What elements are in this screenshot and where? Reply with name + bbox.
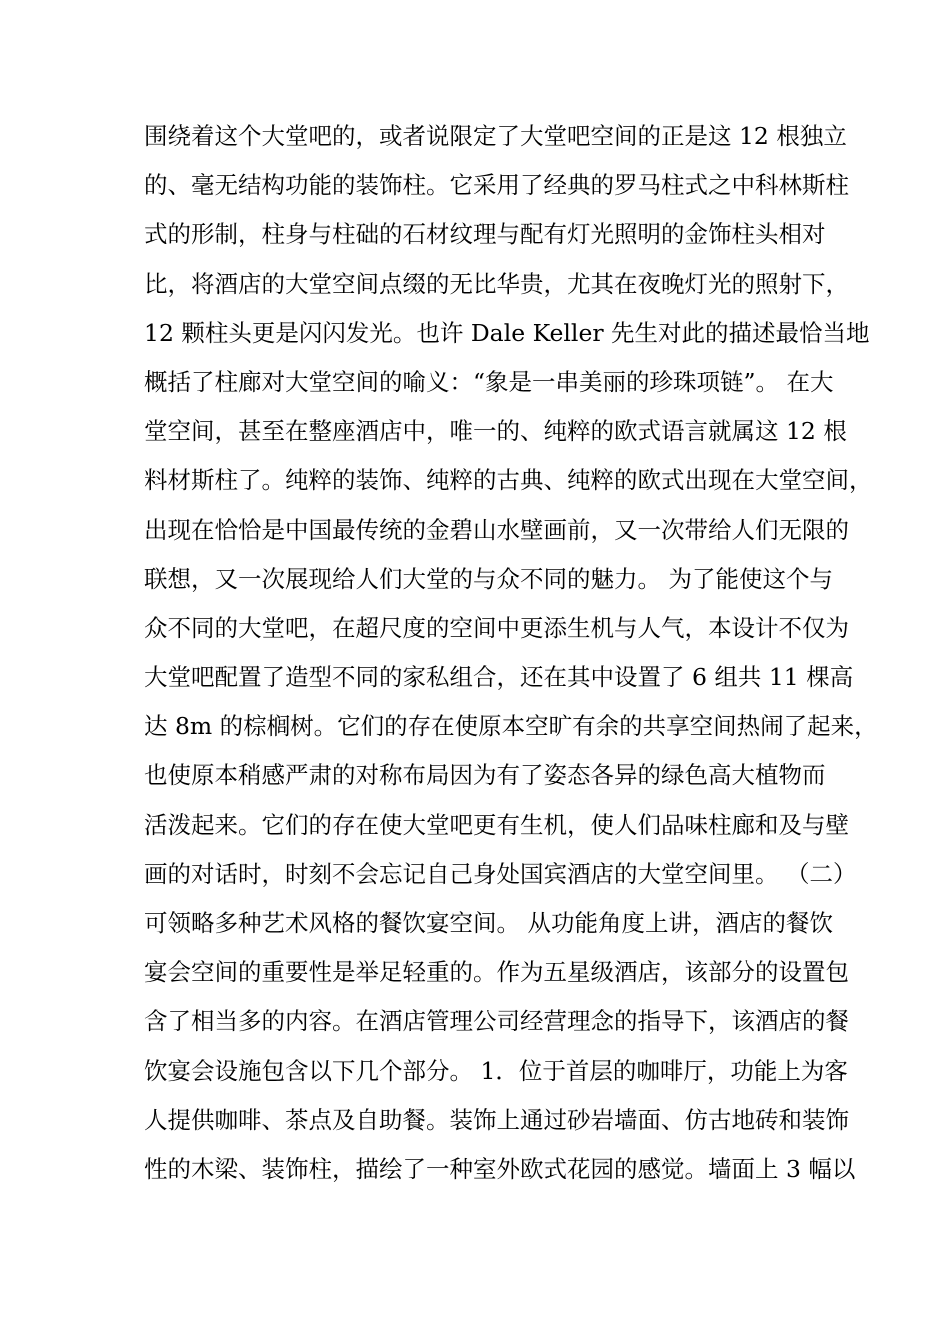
text-line: 可领略多种艺术风格的餐饮宴空间。 从功能角度上讲，酒店的餐饮 [144,909,833,937]
text-line: 出现在恰恰是中国最传统的金碧山水壁画前，又一次带给人们无限的 [144,515,849,544]
text-line: 联想，又一次展现给人们大堂的与众不同的魅力。 为了能使这个与 [144,564,833,593]
text-line: 达 8m 的棕榈树。它们的存在使原本空旷有余的共享空间热闹了起来， [144,712,878,741]
text-line: 围绕着这个大堂吧的，或者说限定了大堂吧空间的正是这 12 根独立 [144,122,847,150]
text-line: 宴会空间的重要性是举足轻重的。作为五星级酒店，该部分的设置包 [144,958,849,987]
text-line: 也使原本稍感严肃的对称布局因为有了姿态各异的绿色高大植物而 [144,761,826,790]
text-line: 式的形制，柱身与柱础的石材纹理与配有灯光照明的金饰柱头相对 [144,220,826,249]
text-line: 活泼起来。它们的存在使大堂吧更有生机，使人们品味柱廊和及与壁 [144,810,849,839]
body-text [144,112,878,1194]
text-line: 人提供咖啡、茶点及自助餐。装饰上通过砂岩墙面、仿古地砖和装饰 [144,1105,849,1134]
text-line: 12 颗柱头更是闪闪发光。也许 Dale Keller 先生对此的描述最恰当地 [144,318,870,347]
text-line: 画的对话时，时刻不会忘记自己身处国宾酒店的大堂空间里。 （二） [144,859,857,888]
text-line: 堂空间，甚至在整座酒店中，唯一的、纯粹的欧式语言就属这 12 根 [144,417,847,446]
text-line: 饮宴会设施包含以下几个部分。 1．位于首层的咖啡厅，功能上为客 [144,1056,848,1085]
text-line: 众不同的大堂吧，在超尺度的空间中更添生机与人气，本设计不仅为 [144,613,849,642]
text-line: 大堂吧配置了造型不同的家私组合，还在其中设置了 6 组共 11 棵高 [144,663,854,692]
text-line: 料材斯柱了。纯粹的装饰、纯粹的古典、纯粹的欧式出现在大堂空间， [144,466,873,495]
text-line: 概括了柱廊对大堂空间的喻义：“象是一串美丽的珍珠项链”。 在大 [144,367,834,396]
text-line: 性的木梁、装饰柱，描绘了一种室外欧式花园的感觉。墙面上 3 幅以 [144,1154,856,1183]
text-line: 含了相当多的内容。在酒店管理公司经营理念的指导下，该酒店的餐 [144,1007,849,1036]
text-line: 的、毫无结构功能的装饰柱。它采用了经典的罗马柱式之中科林斯柱 [144,171,849,200]
text-line: 比，将酒店的大堂空间点缀的无比华贵，尤其在夜晚灯光的照射下， [144,269,849,298]
